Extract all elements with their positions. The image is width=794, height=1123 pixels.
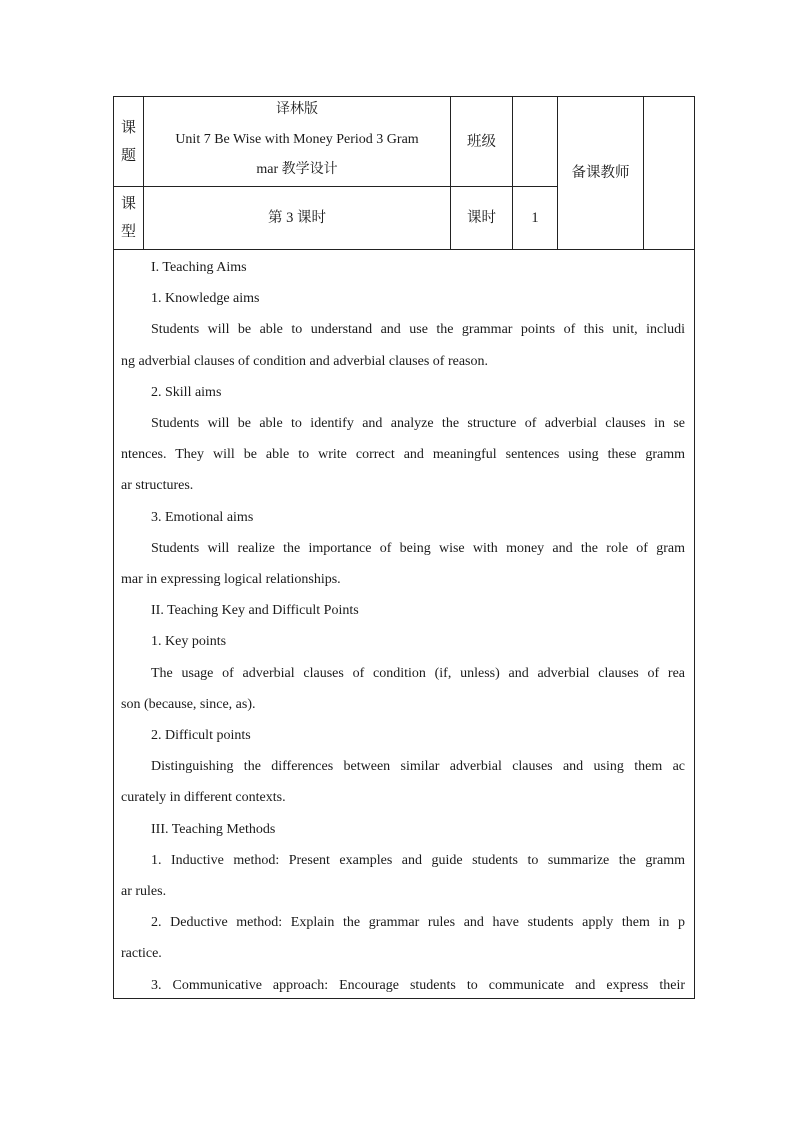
paragraph-line: ar rules. bbox=[121, 884, 167, 900]
lesson-content bbox=[121, 252, 685, 1001]
subheading-skill-aims: 2. Skill aims bbox=[151, 384, 222, 400]
paragraph-line: Students will realize the importance of being wise with money and the role of gram bbox=[151, 540, 685, 556]
paragraph-line: Students will be able to identify and analyze the structure of adverbial clauses in se bbox=[151, 416, 685, 432]
ke-ti-char-2: 题 bbox=[120, 147, 136, 164]
subheading-key-points: 1. Key points bbox=[151, 634, 227, 650]
ke-xing-label bbox=[114, 187, 143, 249]
ke-xing-char-1: 课 bbox=[120, 196, 136, 212]
paragraph-line: The usage of adverbial clauses of condition (if, unless) and adverbial clauses of rea bbox=[151, 665, 685, 681]
subheading-emotional-aims: 3. Emotional aims bbox=[151, 509, 254, 525]
lesson-title bbox=[144, 94, 450, 186]
title-line-2: Unit 7 Be Wise with Money Period 3 Gram bbox=[175, 132, 419, 147]
paragraph-line: ng adverbial clauses of condition and adverbial clauses of reason. bbox=[121, 353, 488, 369]
teacher-label: 备课教师 bbox=[571, 165, 630, 181]
subheading-knowledge-aims: 1. Knowledge aims bbox=[151, 291, 260, 307]
title-line-1: 译林版 bbox=[276, 102, 318, 117]
class-label: 班级 bbox=[467, 133, 496, 150]
class-value bbox=[513, 97, 557, 186]
ke-xing-value: 第 3 课时 bbox=[268, 210, 326, 226]
heading-key-difficult-points: II. Teaching Key and Difficult Points bbox=[151, 603, 359, 619]
paragraph-line: 1. Inductive method: Present examples and guide students to summarize the gramm bbox=[151, 852, 685, 868]
paragraph-line: Students will be able to understand and use the grammar points of this unit, includi bbox=[151, 322, 685, 338]
hours-label: 课时 bbox=[467, 210, 496, 226]
paragraph-line: 2. Deductive method: Explain the grammar rules and have students apply them in p bbox=[151, 915, 685, 931]
title-line-3: mar 教学设计 bbox=[256, 162, 338, 177]
paragraph-line: ntences. They will be able to write correct and meaningful sentences using these gramm bbox=[121, 447, 685, 463]
paragraph-line: curately in different contexts. bbox=[121, 790, 286, 806]
table-divider bbox=[113, 249, 695, 250]
paragraph-line: mar in expressing logical relationships. bbox=[121, 572, 341, 588]
subheading-difficult-points: 2. Difficult points bbox=[151, 728, 251, 744]
hours-value: 1 bbox=[531, 210, 539, 226]
paragraph-line: ar structures. bbox=[121, 478, 194, 494]
ke-ti-char-1: 课 bbox=[120, 119, 136, 136]
heading-teaching-methods: III. Teaching Methods bbox=[151, 821, 276, 837]
paragraph-line: son (because, since, as). bbox=[121, 696, 256, 712]
ke-xing-char-2: 型 bbox=[120, 224, 136, 240]
teacher-value bbox=[644, 97, 694, 249]
heading-teaching-aims: I. Teaching Aims bbox=[151, 260, 247, 275]
paragraph-line: 3. Communicative approach: Encourage students to communicate and express their bbox=[151, 977, 685, 993]
paragraph-line: Distinguishing the differences between similar adverbial clauses and using them ac bbox=[151, 759, 685, 775]
ke-ti-label bbox=[114, 97, 143, 186]
paragraph-line: ractice. bbox=[121, 946, 162, 962]
